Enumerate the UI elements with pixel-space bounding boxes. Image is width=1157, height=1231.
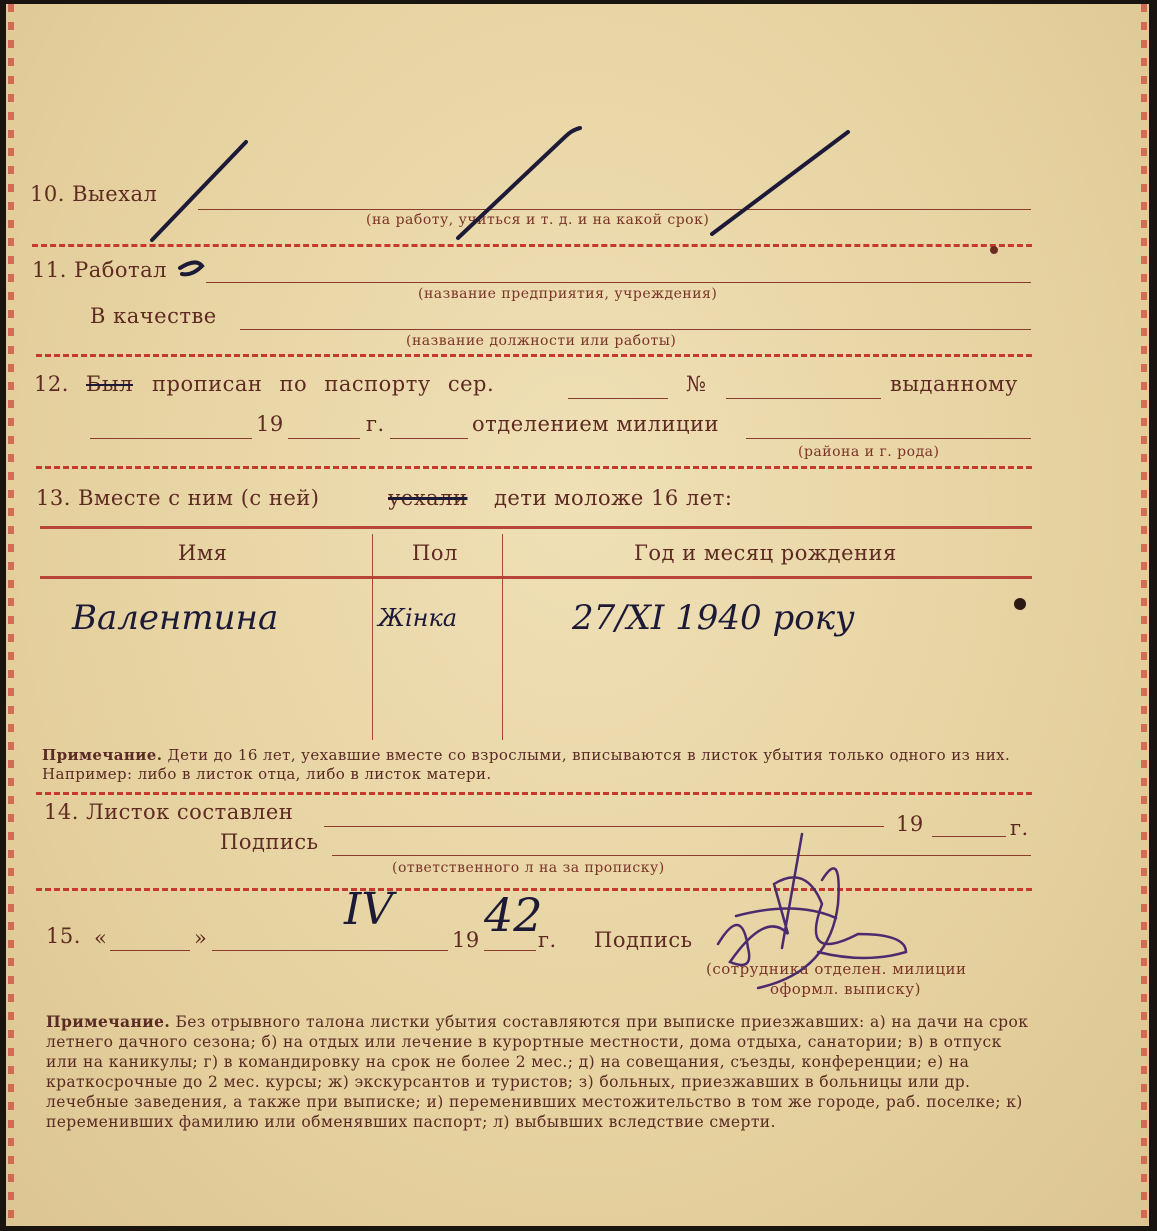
field-15-g: г.: [538, 928, 557, 952]
paper-hole: [1014, 598, 1026, 610]
field-15-caption-1: (сотрудника отделен. милиции: [706, 960, 967, 978]
dash-stroke-2: [458, 128, 580, 238]
field-14-g: г.: [1010, 816, 1029, 840]
field-14-caption: (ответственного л на за прописку): [392, 860, 665, 876]
field-12-year: 19: [256, 412, 284, 436]
note-children-title: Примечание.: [42, 746, 163, 764]
field-12-number: 12.: [34, 372, 69, 396]
child-birth: 27/XI 1940 року: [572, 598, 855, 638]
field-10-label: 10. Выехал: [30, 182, 158, 206]
ink-dot: [990, 246, 998, 254]
children-header-date: Год и месяц рождения: [634, 541, 897, 565]
note-issue-text: Без отрывного талона листки убытия составляются при выписке приезжавших: а) на дачи на срок летнего дачного сезона; б) на отдых или лечение в курортные местности, дома отдыха, санатории; в) в отпуск или на каникулы; г) в командировку на срок не более 2 мес.; д) на совещания, съезды, конференции; е) на краткосрочные до 2 мес. курсы; ж) экскурсантов и туристов; з) больных, приезжавших в больницы или др. лечебные заведения, а также при выписке; и) переменивших местожительство в том же городе, раб. поселке; к) переменивших фамилию или обменявших паспорт; л) выбывших вследствие смерти.: [46, 1013, 1029, 1131]
field-12-text: прописан по паспорту сер.: [152, 372, 495, 396]
field-12-issued: выданному: [890, 372, 1018, 396]
field-11-caption-pos: (название должности или работы): [406, 333, 677, 349]
field-12-g: г.: [366, 412, 385, 436]
field-11-caption-org: (название предприятия, учреждения): [418, 286, 718, 302]
field-12-no: №: [686, 372, 707, 396]
document-sheet: [6, 4, 1149, 1226]
child-name: Валентина: [72, 598, 279, 638]
field-11-label: 11. Работал: [32, 258, 167, 282]
children-header-name: Имя: [178, 541, 228, 565]
field-11-position-label: В качестве: [90, 304, 217, 328]
note-issue-title: Примечание.: [46, 1012, 171, 1031]
field-12-caption: (района и г. рода): [798, 444, 940, 460]
children-header-sex: Пол: [412, 541, 458, 565]
field-13-rest: дети моложе 16 лет:: [494, 486, 733, 510]
child-sex: Жінка: [378, 604, 458, 632]
struck-letters: [180, 262, 202, 274]
field-14-label: 14. Листок составлен: [44, 800, 294, 824]
field-12-dept: отделением милиции: [472, 412, 719, 436]
field-15-year: 19: [452, 928, 480, 952]
field-14-sign: Подпись: [220, 830, 319, 854]
field-15-quote-open: «: [94, 926, 108, 950]
field-10-caption: (на работу, учиться и т. д. и на какой срок): [366, 212, 710, 228]
field-15-caption-2: оформл. выписку): [770, 980, 921, 998]
field-14-year: 19: [896, 812, 924, 836]
field-13-struck: уехали: [388, 486, 468, 510]
field-13-label: 13. Вместе с ним (с ней): [36, 486, 320, 510]
signature: [718, 834, 906, 988]
dash-stroke-3: [712, 132, 848, 234]
field-15-month-hand: IV: [344, 884, 394, 935]
field-15-label: 15.: [46, 924, 81, 948]
dash-stroke-1: [152, 142, 246, 240]
note-children-text: Дети до 16 лет, уехавшие вместе со взрослыми, вписываются в листок убытия только одного из них. Например: либо в листок отца, либо в листок матери.: [42, 746, 1011, 783]
field-15-sign: Подпись: [594, 928, 693, 952]
handwriting-overlay: [6, 4, 1149, 1226]
field-15-quote-close: »: [194, 926, 208, 950]
field-15-year-hand: 42: [484, 888, 543, 942]
field-12-struck: Был: [86, 372, 133, 396]
